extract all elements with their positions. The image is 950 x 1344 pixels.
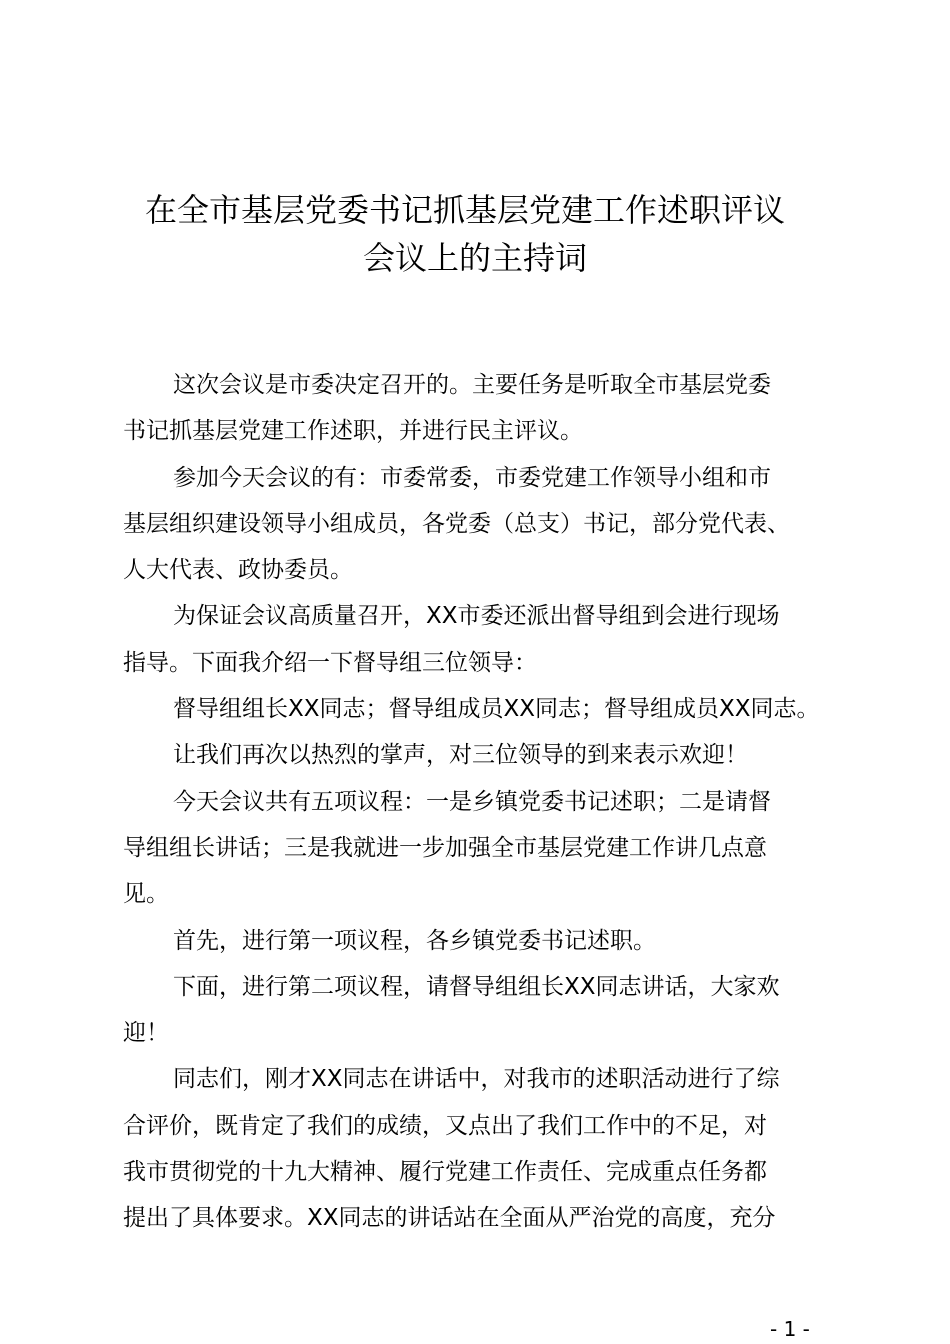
paragraph-line: 为保证会议高质量召开，XX市委还派出督导组到会进行现场 <box>173 603 780 630</box>
paragraph-line: 同志们，刚才XX同志在讲话中，对我市的述职活动进行了综 <box>173 1066 780 1093</box>
paragraph-line: 这次会议是市委决定召开的。主要任务是听取全市基层党委 <box>173 372 771 398</box>
paragraph-line: 见。 <box>123 881 169 908</box>
paragraph-8 <box>123 964 835 1057</box>
paragraph-4 <box>123 686 835 732</box>
paragraph-line: 基层组织建设领导小组成员，各党委（总支）书记，部分党代表、 <box>123 510 790 537</box>
paragraph-line: 首先，进行第一项议程，各乡镇党委书记述职。 <box>173 927 656 954</box>
title-line-2: 会议上的主持词 <box>362 239 587 277</box>
paragraph-line: 我市贯彻党的十九大精神、履行党建工作责任、完成重点任务都 <box>123 1159 767 1186</box>
paragraph-line: 督导组组长XX同志；督导组成员XX同志；督导组成员XX同志。 <box>173 696 820 723</box>
paragraph-3 <box>123 593 835 686</box>
paragraph-line: 参加今天会议的有：市委常委，市委党建工作领导小组和市 <box>173 464 771 491</box>
paragraph-6 <box>123 779 835 918</box>
paragraph-line: 今天会议共有五项议程：一是乡镇党委书记述职；二是请督 <box>173 788 771 815</box>
document-title <box>0 186 950 282</box>
paragraph-line: 导组组长讲话；三是我就进一步加强全市基层党建工作讲几点意 <box>123 834 767 861</box>
paragraph-line: 下面，进行第二项议程，请督导组组长XX同志讲话，大家欢 <box>173 973 780 1000</box>
page-number: - 1 - <box>770 1317 810 1341</box>
paragraph-line: 提出了具体要求。XX同志的讲话站在全面从严治党的高度，充分 <box>123 1205 776 1232</box>
paragraph-line: 指导。下面我介绍一下督导组三位领导： <box>123 649 537 676</box>
paragraph-line: 合评价，既肯定了我们的成绩，又点出了我们工作中的不足，对 <box>123 1112 767 1139</box>
paragraph-9 <box>123 1056 835 1241</box>
paragraph-5 <box>123 732 835 778</box>
paragraph-line: 人大代表、政协委员。 <box>123 557 353 584</box>
paragraph-line: 迎！ <box>123 1020 169 1047</box>
paragraph-line: 让我们再次以热烈的掌声，对三位领导的到来表示欢迎！ <box>173 742 748 769</box>
paragraph-1 <box>123 362 835 455</box>
paragraph-2 <box>123 455 835 594</box>
paragraph-7 <box>123 918 835 964</box>
document-body <box>123 362 835 1242</box>
title-line-1: 在全市基层党委书记抓基层党建工作述职评议 <box>144 191 785 229</box>
paragraph-line: 书记抓基层党建工作述职，并进行民主评议。 <box>123 418 583 445</box>
